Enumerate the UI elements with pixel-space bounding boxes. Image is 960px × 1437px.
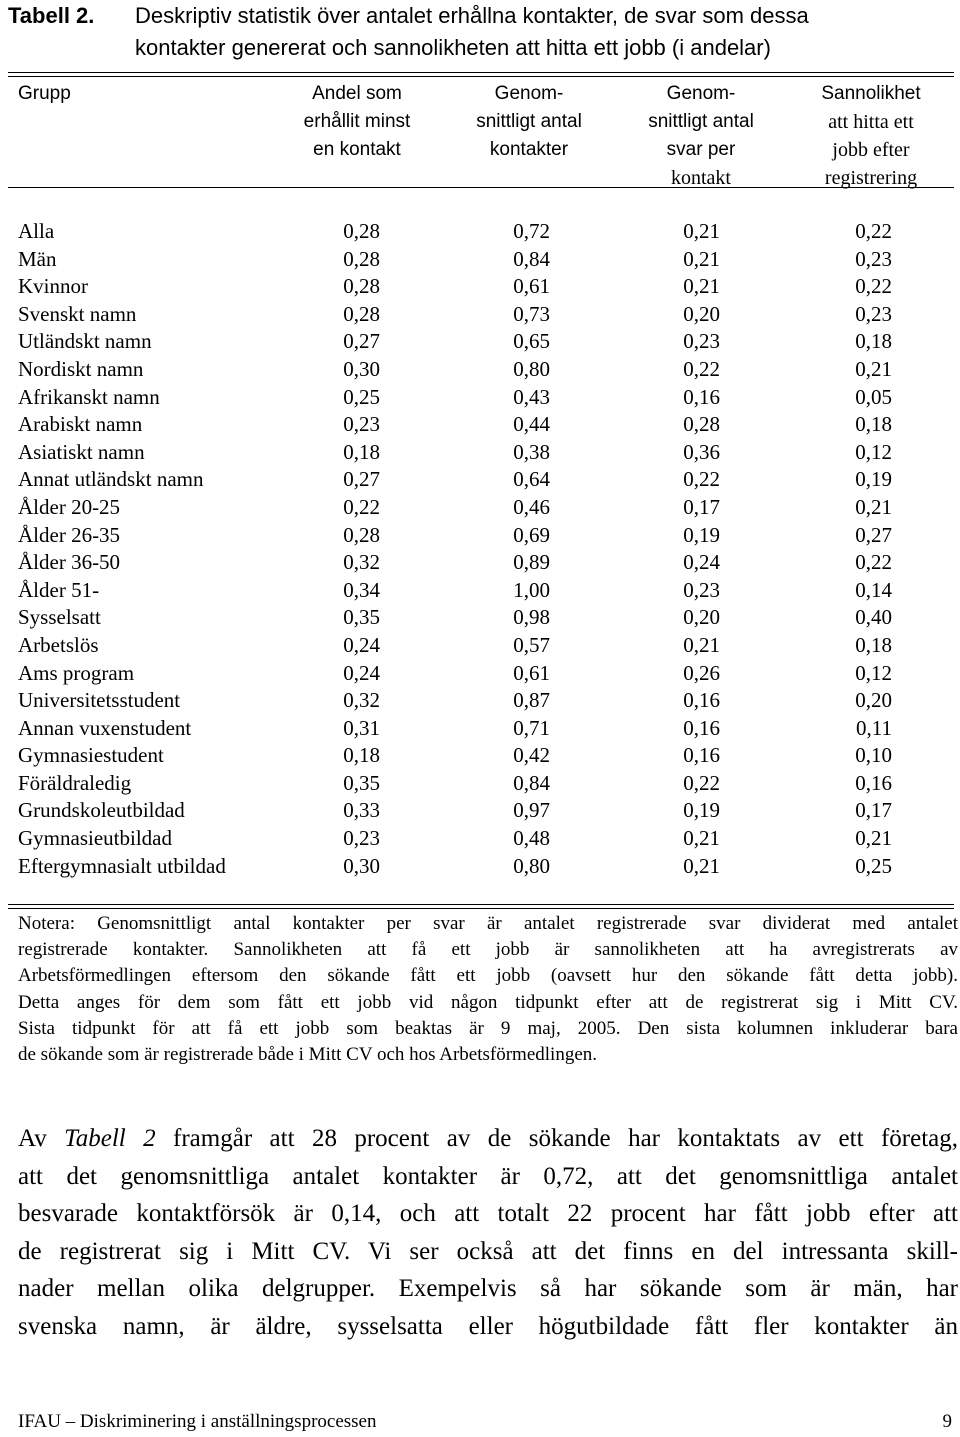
cell-job-probability: 0,17: [855, 798, 892, 823]
cell-avg-responses: 0,16: [683, 743, 720, 768]
cell-avg-contacts: 0,71: [513, 715, 550, 740]
table-row: [0, 742, 960, 770]
row-label: Kvinnor: [18, 274, 88, 299]
row-label: Grundskoleutbildad: [18, 798, 185, 823]
table-row: [0, 273, 960, 301]
cell-job-probability: 0,40: [855, 605, 892, 630]
body-line: de registrerat sig i Mitt CV. Vi ser också att det finns en del intressanta skill-: [18, 1237, 958, 1265]
note-line: Arbetsförmedlingen eftersom den sökande fått ett jobb (oavsett hur den sökande fått detta jobb).: [18, 965, 958, 987]
cell-share-contact: 0,23: [343, 412, 380, 437]
table-row: [0, 715, 960, 743]
body-line: att det genomsnittliga antalet kontakter är 0,72, att det genomsnittliga antalet: [18, 1162, 958, 1190]
cell-avg-contacts: 0,48: [513, 826, 550, 851]
cell-job-probability: 0,19: [855, 467, 892, 492]
cell-job-probability: 0,22: [855, 274, 892, 299]
cell-job-probability: 0,18: [855, 412, 892, 437]
row-label: Ams program: [18, 660, 135, 685]
cell-avg-contacts: 0,44: [513, 412, 550, 437]
table-caption-line2: kontakter genererat och sannolikheten att hitta ett jobb (i andelar): [135, 35, 771, 60]
cell-avg-contacts: 0,84: [513, 770, 550, 795]
cell-avg-responses: 0,21: [683, 853, 720, 878]
header-line: Genom-: [666, 83, 736, 104]
cell-share-contact: 0,30: [343, 853, 380, 878]
column-header-avg-contacts: [454, 80, 604, 164]
table-row: [0, 577, 960, 605]
column-header-group: Grupp: [18, 83, 71, 104]
header-line: snittligt antal: [476, 111, 582, 132]
column-header-share-contact: [282, 80, 432, 164]
cell-share-contact: 0,30: [343, 356, 380, 381]
header-line: svar per: [666, 139, 736, 160]
table-row: [0, 687, 960, 715]
cell-avg-contacts: 0,73: [513, 301, 550, 326]
cell-share-contact: 0,22: [343, 494, 380, 519]
row-label: Annat utländskt namn: [18, 467, 204, 492]
body-line: [18, 1120, 958, 1158]
header-line: kontakter: [489, 139, 569, 160]
row-label: Föräldraledig: [18, 770, 132, 795]
table-row: [0, 218, 960, 246]
cell-avg-contacts: 0,80: [513, 853, 550, 878]
header-line: erhållit minst: [303, 111, 411, 132]
footer-title: IFAU – Diskriminering i anställningsprocessen: [18, 1411, 377, 1432]
cell-share-contact: 0,35: [343, 770, 380, 795]
row-label: Alla: [18, 219, 55, 243]
table-row: [0, 549, 960, 577]
header-line: snittligt antal: [648, 111, 754, 132]
header-line: registrering: [824, 167, 918, 189]
cell-share-contact: 0,33: [343, 798, 380, 823]
row-label: Ålder 36-50: [18, 550, 121, 575]
page-footer: [18, 1410, 958, 1434]
table-row: [0, 853, 960, 881]
cell-avg-responses: 0,21: [683, 274, 720, 299]
table-body: [0, 218, 960, 880]
row-label: Ålder 20-25: [18, 494, 121, 519]
cell-avg-responses: 0,21: [683, 632, 720, 657]
table-reference: Tabell 2: [64, 1125, 156, 1152]
header-line: kontakt: [671, 167, 731, 189]
cell-avg-responses: 0,20: [683, 605, 720, 630]
row-label: Ålder 51-: [18, 577, 100, 602]
cell-share-contact: 0,28: [343, 301, 380, 326]
table-bottom-rule: [8, 904, 954, 909]
cell-avg-responses: 0,19: [683, 798, 720, 823]
cell-avg-responses: 0,21: [683, 219, 720, 243]
page-number: 9: [942, 1411, 952, 1432]
cell-avg-responses: 0,21: [683, 826, 720, 851]
table-row: [0, 411, 960, 439]
table-note: [18, 911, 958, 1068]
cell-share-contact: 0,35: [343, 605, 380, 630]
row-label: Afrikanskt namn: [18, 384, 160, 409]
row-label: Gymnasiestudent: [18, 743, 164, 768]
table-row: [0, 797, 960, 825]
note-line: Notera: Genomsnittligt antal kontakter per svar är antalet registrerade svar dividerat med antalet: [18, 913, 958, 934]
table-header-rule: [8, 187, 954, 188]
cell-share-contact: 0,28: [343, 274, 380, 299]
cell-job-probability: 0,21: [855, 494, 892, 519]
cell-job-probability: 0,18: [855, 329, 892, 354]
cell-avg-responses: 0,23: [683, 329, 720, 354]
table-row: [0, 439, 960, 467]
table-caption-line1: Deskriptiv statistik över antalet erhållna kontakter, de svar som dessa: [135, 3, 809, 28]
header-line: en kontakt: [313, 139, 401, 160]
cell-job-probability: 0,12: [855, 660, 892, 685]
cell-job-probability: 0,25: [855, 853, 892, 878]
table-row: [0, 632, 960, 660]
cell-job-probability: 0,20: [855, 688, 892, 713]
cell-job-probability: 0,23: [855, 301, 892, 326]
body-line: nader mellan olika delgrupper. Exempelvis så har sökande som är män, har: [18, 1275, 958, 1302]
cell-avg-responses: 0,22: [683, 467, 720, 492]
cell-avg-contacts: 0,84: [513, 246, 550, 271]
header-line: Andel som: [312, 83, 402, 104]
table-row: [0, 604, 960, 632]
column-header-job-probability: [796, 80, 946, 192]
cell-avg-responses: 0,36: [683, 439, 720, 464]
body-line: svenska namn, är äldre, sysselsatta eller högutbildade fått fler kontakter än: [18, 1312, 958, 1340]
row-label: Nordiskt namn: [18, 356, 144, 381]
cell-share-contact: 0,23: [343, 826, 380, 851]
cell-avg-contacts: 0,61: [513, 274, 550, 299]
cell-avg-responses: 0,21: [683, 246, 720, 271]
cell-avg-responses: 0,20: [683, 301, 720, 326]
cell-share-contact: 0,27: [343, 467, 380, 492]
table-row: [0, 384, 960, 412]
row-label: Universitetsstudent: [18, 688, 181, 713]
cell-avg-contacts: 0,80: [513, 356, 550, 381]
note-line: de sökande som är registrerade både i Mitt CV och hos Arbetsförmedlingen.: [18, 1044, 598, 1066]
table-row: [0, 522, 960, 550]
cell-job-probability: 0,05: [855, 384, 892, 409]
cell-avg-contacts: 0,65: [513, 329, 550, 354]
row-label: Sysselsatt: [18, 605, 101, 630]
cell-job-probability: 0,12: [855, 439, 892, 464]
cell-share-contact: 0,18: [343, 743, 380, 768]
row-label: Män: [18, 246, 57, 271]
cell-avg-contacts: 0,89: [513, 550, 550, 575]
cell-avg-contacts: 0,97: [513, 798, 550, 823]
table-row: [0, 356, 960, 384]
body-paragraph: [18, 1120, 958, 1345]
note-line: Detta anges för dem som fått ett jobb vid någon tidpunkt efter att de registrerat sig i Mitt CV.: [18, 991, 958, 1013]
header-line: Genom-: [494, 83, 564, 104]
table-row: [0, 660, 960, 688]
table-row: [0, 246, 960, 274]
cell-share-contact: 0,25: [343, 384, 380, 409]
row-label: Eftergymnasialt utbildad: [18, 853, 226, 878]
cell-share-contact: 0,28: [343, 246, 380, 271]
cell-avg-responses: 0,16: [683, 688, 720, 713]
cell-avg-responses: 0,16: [683, 715, 720, 740]
cell-share-contact: 0,27: [343, 329, 380, 354]
cell-job-probability: 0,14: [855, 577, 892, 602]
row-label: Ålder 26-35: [18, 522, 121, 547]
table-top-rule: [8, 72, 954, 77]
row-label: Utländskt namn: [18, 329, 152, 354]
table-row: [0, 466, 960, 494]
row-label: Asiatiskt namn: [18, 439, 145, 464]
cell-job-probability: 0,23: [855, 246, 892, 271]
body-text-run: framgår att 28 procent av de sökande har kontaktats av ett företag,: [155, 1125, 958, 1152]
body-text-run: Av: [18, 1125, 65, 1152]
row-label: Arbetslös: [18, 632, 99, 657]
note-line: Sista tidpunkt för att få ett jobb som beaktas är 9 maj, 2005. Den sista kolumnen inkluderar bara: [18, 1017, 958, 1039]
cell-job-probability: 0,10: [855, 743, 892, 768]
cell-job-probability: 0,11: [856, 715, 892, 740]
cell-avg-responses: 0,24: [683, 550, 720, 575]
cell-avg-responses: 0,17: [683, 494, 720, 519]
cell-avg-responses: 0,22: [683, 356, 720, 381]
row-label: Arabiskt namn: [18, 412, 143, 437]
table-caption: [8, 0, 958, 64]
cell-share-contact: 0,32: [343, 688, 380, 713]
table-row: [0, 301, 960, 329]
cell-avg-contacts: 0,38: [513, 439, 550, 464]
cell-job-probability: 0,21: [855, 356, 892, 381]
cell-avg-contacts: 1,00: [513, 577, 550, 602]
cell-share-contact: 0,28: [343, 219, 380, 243]
cell-avg-contacts: 0,98: [513, 605, 550, 630]
cell-avg-contacts: 0,69: [513, 522, 550, 547]
cell-share-contact: 0,24: [343, 632, 380, 657]
cell-job-probability: 0,16: [855, 770, 892, 795]
note-line: registrerade kontakter. Sannolikheten att få ett jobb är sannolikheten att ha avregistrerats av: [18, 939, 958, 961]
cell-job-probability: 0,18: [855, 632, 892, 657]
cell-job-probability: 0,27: [855, 522, 892, 547]
cell-avg-contacts: 0,61: [513, 660, 550, 685]
cell-avg-responses: 0,23: [683, 577, 720, 602]
header-line: att hitta ett: [828, 111, 914, 133]
body-line: besvarade kontaktförsök är 0,14, och att totalt 22 procent har fått jobb efter att: [18, 1200, 958, 1227]
table-row: [0, 825, 960, 853]
cell-avg-contacts: 0,43: [513, 384, 550, 409]
cell-share-contact: 0,24: [343, 660, 380, 685]
header-line: jobb efter: [832, 139, 910, 161]
row-label: Svenskt namn: [18, 301, 137, 326]
table-row: [0, 494, 960, 522]
cell-avg-responses: 0,19: [683, 522, 720, 547]
cell-avg-responses: 0,22: [683, 770, 720, 795]
cell-job-probability: 0,22: [855, 550, 892, 575]
cell-avg-contacts: 0,72: [513, 219, 550, 243]
cell-job-probability: 0,22: [855, 219, 892, 243]
cell-share-contact: 0,18: [343, 439, 380, 464]
cell-share-contact: 0,28: [343, 522, 380, 547]
header-line: Sannolikhet: [821, 83, 921, 104]
row-label: Annan vuxenstudent: [18, 715, 192, 740]
cell-avg-contacts: 0,42: [513, 743, 550, 768]
cell-avg-contacts: 0,87: [513, 688, 550, 713]
column-header-avg-responses: [626, 80, 776, 192]
cell-avg-contacts: 0,57: [513, 632, 550, 657]
cell-share-contact: 0,32: [343, 550, 380, 575]
cell-avg-responses: 0,28: [683, 412, 720, 437]
cell-share-contact: 0,34: [343, 577, 380, 602]
table-caption-label: Tabell 2.: [8, 3, 95, 28]
cell-avg-responses: 0,26: [683, 660, 720, 685]
row-label: Gymnasieutbildad: [18, 826, 172, 851]
cell-avg-contacts: 0,46: [513, 494, 550, 519]
cell-avg-contacts: 0,64: [513, 467, 550, 492]
cell-job-probability: 0,21: [855, 826, 892, 851]
table-row: [0, 770, 960, 798]
cell-share-contact: 0,31: [343, 715, 380, 740]
table-row: [0, 328, 960, 356]
cell-avg-responses: 0,16: [683, 384, 720, 409]
